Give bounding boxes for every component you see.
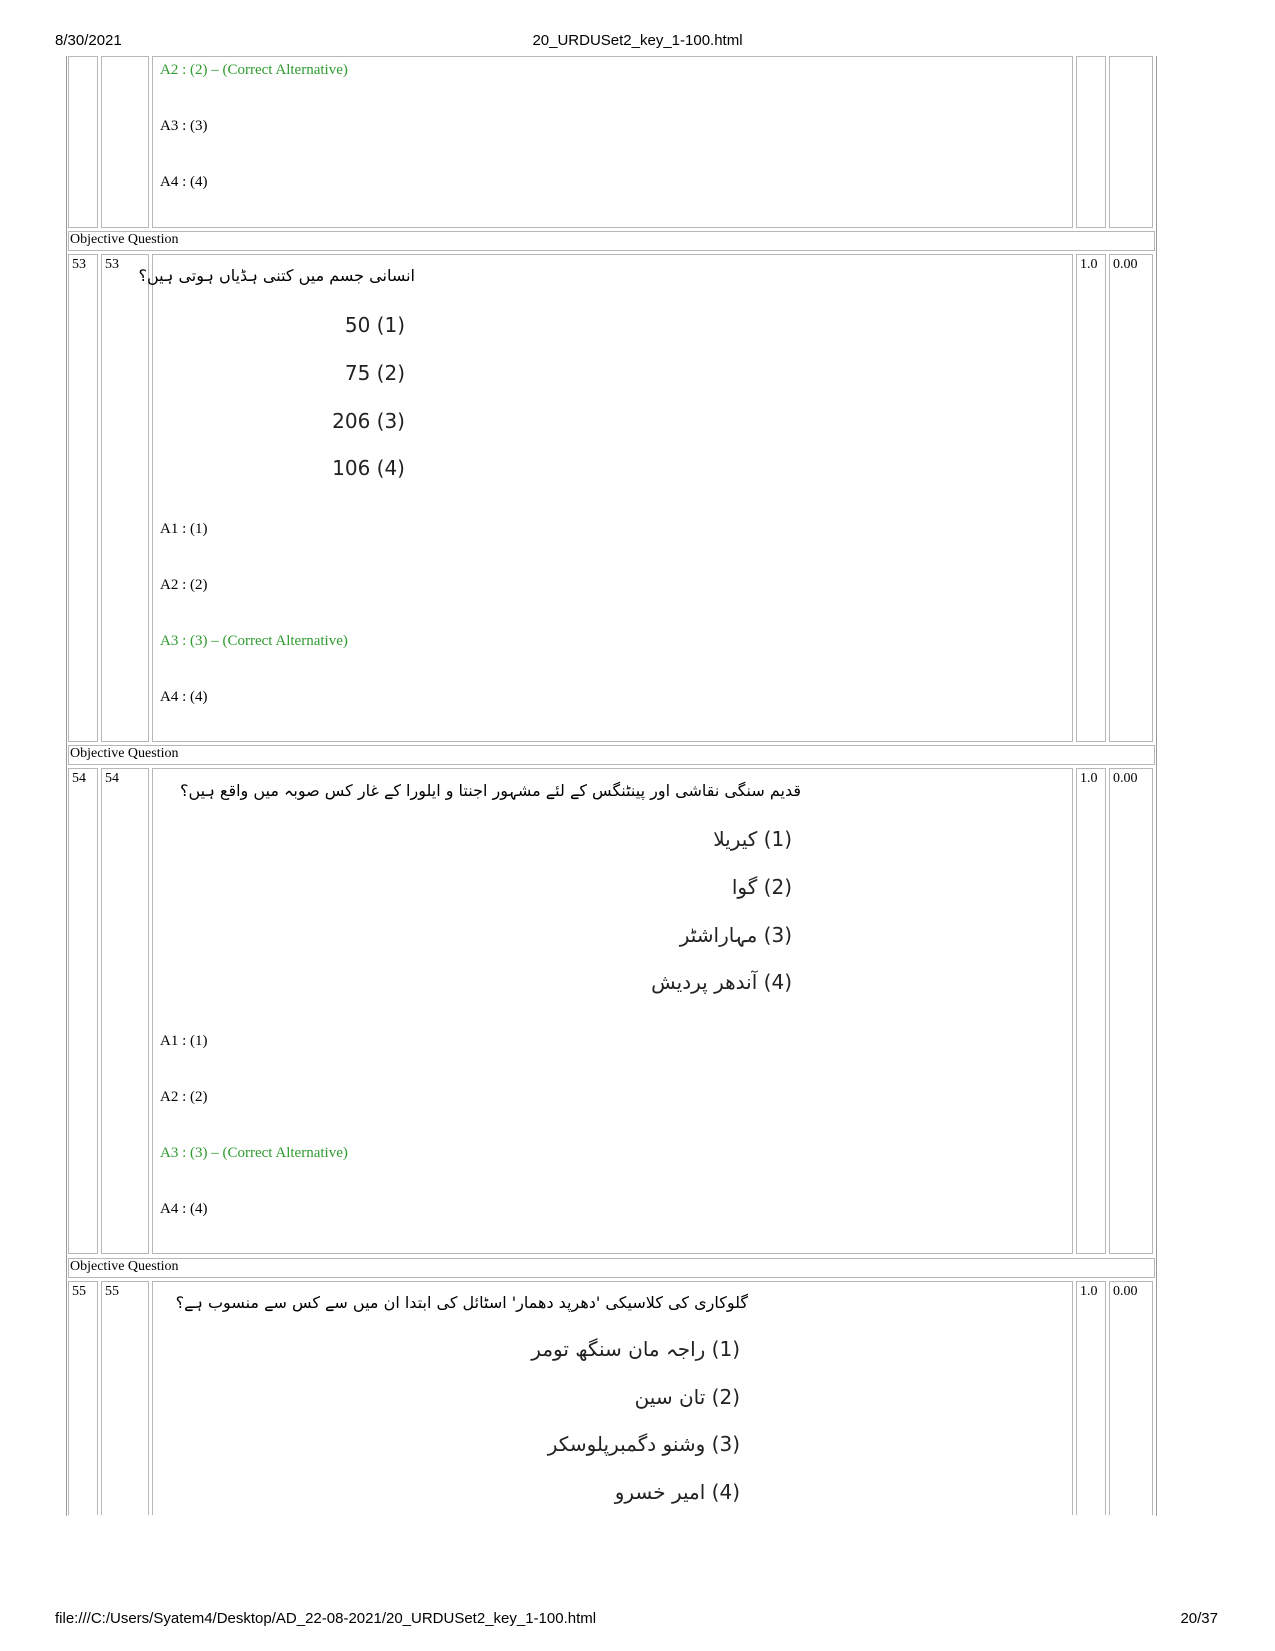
choice: (3) وشنو دگمبرپلوسکر — [547, 1432, 740, 1456]
answer-option: A1 : (1) — [160, 521, 208, 537]
answer-option-correct: A3 : (3) – (Correct Alternative) — [160, 1145, 348, 1161]
question-cell — [152, 56, 1073, 228]
serial-number: 53 — [72, 257, 86, 272]
choice: (1) کیریلا — [713, 827, 792, 851]
answer-option: A4 : (4) — [160, 689, 208, 705]
answer-option: A4 : (4) — [160, 1201, 208, 1217]
marks-cell — [1076, 56, 1106, 228]
choice: (2) گوا — [731, 875, 792, 899]
section-label: Objective Question — [70, 1259, 179, 1274]
section-label: Objective Question — [70, 232, 179, 247]
negative-marks: 0.00 — [1113, 771, 1138, 786]
section-label-row — [68, 1258, 1155, 1278]
question-cell — [152, 254, 1073, 742]
negative-marks: 0.00 — [1113, 257, 1138, 272]
section-label-row — [68, 231, 1155, 251]
question-id: 54 — [105, 771, 119, 786]
qid-cell — [101, 1281, 149, 1515]
answer-option: A1 : (1) — [160, 1033, 208, 1049]
answer-option: A3 : (3) — [160, 118, 208, 134]
sno-cell — [68, 56, 98, 228]
file-path: file:///C:/Users/Syatem4/Desktop/AD_22-08-2021/20_URDUSet2_key_1-100.html — [55, 1610, 597, 1627]
sno-cell — [68, 254, 98, 742]
answer-option: A4 : (4) — [160, 174, 208, 190]
neg-cell — [1109, 254, 1153, 742]
choice: 75 (2) — [344, 361, 405, 385]
choice: 50 (1) — [344, 313, 405, 337]
negative-marks: 0.00 — [1113, 1284, 1138, 1299]
neg-cell — [1109, 1281, 1153, 1515]
table-border-right — [1156, 56, 1157, 1516]
choice: (3) مہاراشٹر — [679, 923, 792, 947]
marks-cell — [1076, 1281, 1106, 1515]
question-id: 55 — [105, 1284, 119, 1299]
neg-cell — [1109, 56, 1153, 228]
question-id: 53 — [105, 257, 119, 272]
section-label-row — [68, 745, 1155, 765]
section-label: Objective Question — [70, 746, 179, 761]
answer-option-correct: A2 : (2) – (Correct Alternative) — [160, 62, 348, 78]
serial-number: 54 — [72, 771, 86, 786]
choice: (2) تان سین — [634, 1385, 740, 1409]
marks: 1.0 — [1080, 1284, 1098, 1299]
qid-cell — [101, 254, 149, 742]
question-cell — [152, 1281, 1073, 1515]
print-date: 8/30/2021 — [55, 32, 122, 49]
question-text: انسانی جسم میں کتنی ہڈیاں ہوتی ہیں؟ — [138, 266, 415, 285]
choice: 206 (3) — [332, 409, 405, 433]
print-title: 20_URDUSet2_key_1-100.html — [532, 32, 743, 49]
marks-cell — [1076, 768, 1106, 1254]
page-number: 20/37 — [1180, 1610, 1218, 1627]
choice: (1) راجہ مان سنگھ تومر — [531, 1337, 740, 1361]
sno-cell — [68, 768, 98, 1254]
choice: (4) امیر خسرو — [614, 1480, 740, 1504]
answer-option-correct: A3 : (3) – (Correct Alternative) — [160, 633, 348, 649]
answer-option: A2 : (2) — [160, 577, 208, 593]
neg-cell — [1109, 768, 1153, 1254]
marks: 1.0 — [1080, 771, 1098, 786]
qid-cell — [101, 768, 149, 1254]
choice: 106 (4) — [332, 456, 405, 480]
sno-cell — [68, 1281, 98, 1515]
qid-cell — [101, 56, 149, 228]
question-cell — [152, 768, 1073, 1254]
choice: (4) آندھر پردیش — [651, 970, 792, 994]
serial-number: 55 — [72, 1284, 86, 1299]
question-text: قدیم سنگی نقاشی اور پینٹنگس کے لئے مشہور اجنتا و ایلورا کے غار کس صوبہ میں واقع ہیں؟ — [179, 781, 801, 800]
marks-cell — [1076, 254, 1106, 742]
question-text: گلوکاری کی کلاسیکی 'دھرپد دھمار' اسٹائل کی ابتدا ان میں سے کس سے منسوب ہے؟ — [175, 1293, 748, 1312]
table-border-left — [66, 56, 67, 1516]
marks: 1.0 — [1080, 257, 1098, 272]
answer-option: A2 : (2) — [160, 1089, 208, 1105]
